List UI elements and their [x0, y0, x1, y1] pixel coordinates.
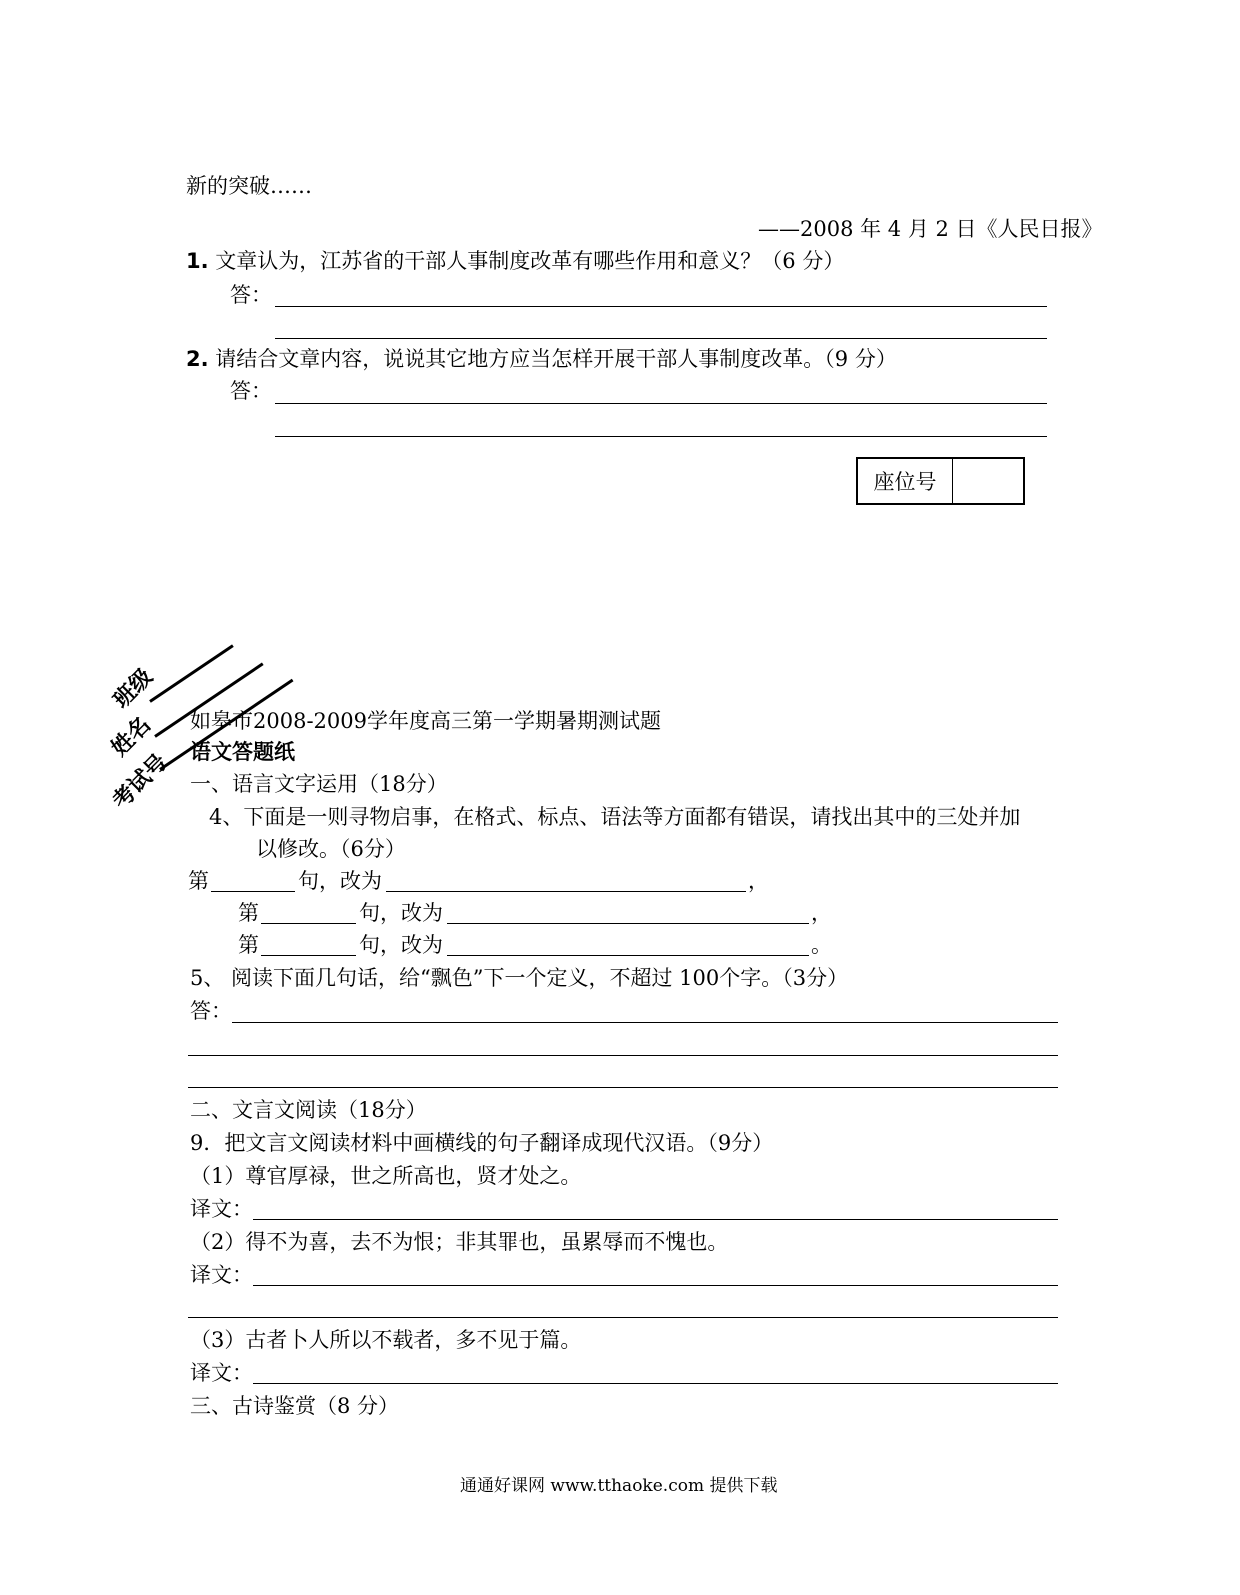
translation-line[interactable] — [253, 1285, 1058, 1286]
di-label: 第 — [238, 933, 259, 957]
section-3-heading: 三、古诗鉴赏（8 分） — [190, 1394, 400, 1418]
footer-credit: 通通好课网 www.tthaoke.com 提供下载 — [460, 1476, 778, 1496]
question-5: 5、 阅读下面几句话，给“飘色”下一个定义，不超过 100个字。（3分） — [190, 966, 849, 990]
sheet-title: 如皋市2008-2009学年度高三第一学期暑期测试题 — [190, 709, 661, 733]
translation-line[interactable] — [253, 1383, 1058, 1384]
continuation-text: 新的突破…… — [186, 174, 312, 198]
section-1-heading: 一、语言文字运用（18分） — [190, 772, 448, 796]
stamp-exam-number: 考试号 — [107, 749, 173, 815]
comma: ， — [748, 869, 769, 893]
correction-line[interactable] — [386, 891, 746, 892]
answer-label-1: 答： — [230, 283, 272, 307]
stamp-class: 班级 — [108, 663, 158, 714]
answer-line[interactable] — [188, 1087, 1058, 1088]
answer-line[interactable] — [275, 436, 1047, 437]
source-citation: ——2008 年 4 月 2 日《人民日报》 — [758, 217, 1103, 241]
sentence-3: （3）古者卜人所以不载者，多不见于篇。 — [190, 1328, 582, 1352]
question-4-line-2: 以修改。（6分） — [256, 837, 406, 861]
answer-line[interactable] — [275, 403, 1047, 404]
question-2-number: 2. — [186, 347, 209, 371]
question-1 — [186, 248, 844, 274]
question-9: 9．把文言文阅读材料中画横线的句子翻译成现代汉语。（9分） — [190, 1131, 774, 1155]
period: 。 — [811, 933, 832, 957]
translation-line[interactable] — [188, 1317, 1058, 1318]
answer-line[interactable] — [232, 1022, 1058, 1023]
translation-label-1: 译文： — [190, 1197, 253, 1221]
translation-label-3: 译文： — [190, 1361, 253, 1385]
section-2-heading: 二、文言文阅读（18分） — [190, 1098, 427, 1122]
answer-line[interactable] — [275, 306, 1047, 307]
translation-line[interactable] — [253, 1219, 1058, 1220]
sentence-number-line[interactable] — [261, 955, 356, 956]
di-label: 第 — [188, 869, 209, 893]
answer-label-5: 答： — [190, 999, 232, 1023]
stamp-name: 姓名 — [106, 711, 156, 762]
comma: ， — [811, 901, 832, 925]
answer-line[interactable] — [188, 1055, 1058, 1056]
seat-number-label: 座位号 — [858, 459, 953, 503]
translation-label-2: 译文： — [190, 1263, 253, 1287]
question-2-text: 请结合文章内容，说说其它地方应当怎样开展干部人事制度改革。（9 分） — [215, 347, 897, 371]
sentence-number-line[interactable] — [211, 891, 295, 892]
sentence-1: （1）尊官厚禄，世之所高也，贤才处之。 — [190, 1164, 582, 1188]
seat-number-box — [856, 457, 1025, 505]
sentence-2: （2）得不为喜，去不为恨；非其罪也，虽累辱而不愧也。 — [190, 1230, 729, 1254]
correction-line[interactable] — [447, 955, 809, 956]
sheet-subtitle: 语文答题纸 — [190, 739, 295, 764]
question-4-line-1: 4、下面是一则寻物启事，在格式、标点、语法等方面都有错误，请找出其中的三处并加 — [209, 805, 1021, 829]
ju-gaiwei-label: 句，改为 — [359, 933, 443, 957]
sentence-number-line[interactable] — [261, 923, 356, 924]
question-1-text: 文章认为，江苏省的干部人事制度改革有哪些作用和意义？（6 分） — [215, 249, 845, 273]
ju-gaiwei-label: 句，改为 — [298, 869, 382, 893]
stamp-line — [149, 644, 234, 702]
seat-number-field[interactable] — [953, 459, 1023, 503]
question-2 — [186, 346, 897, 372]
ju-gaiwei-label: 句，改为 — [359, 901, 443, 925]
di-label: 第 — [238, 901, 259, 925]
correction-line[interactable] — [447, 923, 809, 924]
answer-line[interactable] — [275, 338, 1047, 339]
answer-label-2: 答： — [230, 379, 272, 403]
question-1-number: 1. — [186, 249, 209, 273]
